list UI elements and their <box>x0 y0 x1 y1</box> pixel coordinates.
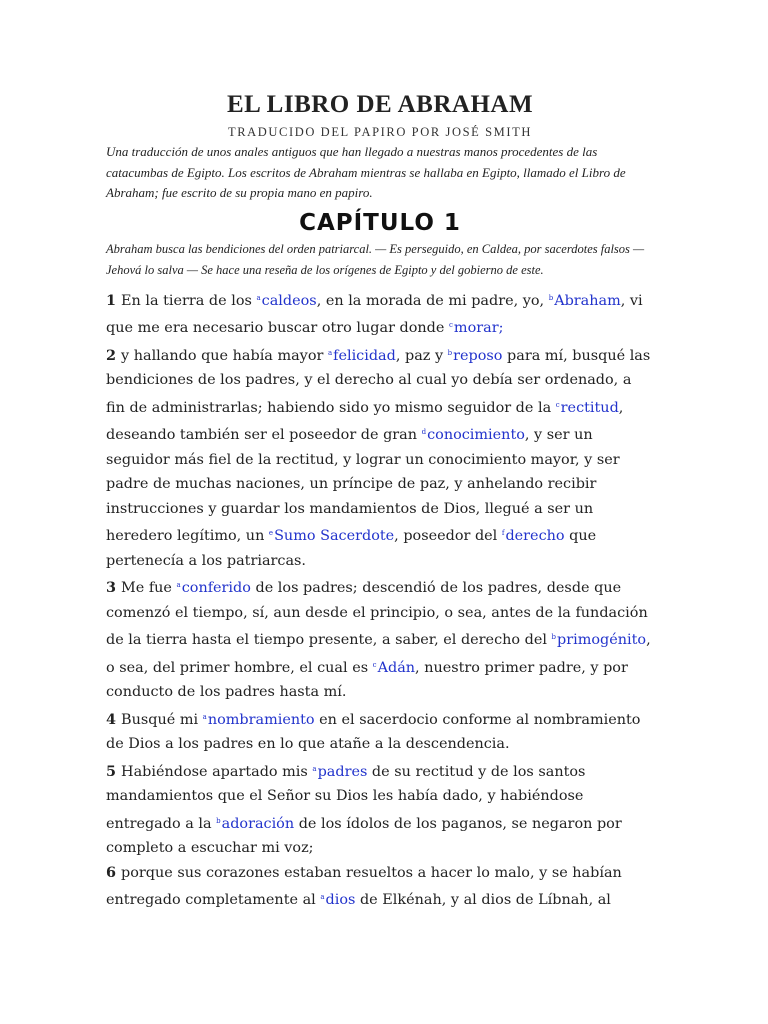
verse-text: , vi que me era necesario buscar otro lugar donde <box>106 292 643 336</box>
verse-list <box>106 286 654 913</box>
verse-number: 5 <box>106 762 117 780</box>
verse-text: , deseando también ser el poseedor de gran <box>106 399 624 443</box>
footnote-marker[interactable]: d <box>421 428 427 436</box>
verse-text: de su rectitud y de los santos mandamientos que el Señor su Dios les había dado, y habiéndose entregado a la <box>106 763 586 832</box>
book-title: EL LIBRO DE ABRAHAM <box>226 91 534 118</box>
verse-text: que pertenecía a los patriarcas. <box>106 528 597 569</box>
verse-text: de los ídolos de los paganos, se negaron por completo a escuchar mi voz; <box>106 815 622 856</box>
verse-number: 1 <box>106 291 117 309</box>
footnote-link[interactable]: Abraham <box>554 292 621 309</box>
verse-text: Me fue <box>121 580 177 596</box>
verse-number: 2 <box>106 346 117 364</box>
footnote-link[interactable]: morar; <box>453 320 504 336</box>
verse-text: en el sacerdocio conforme al nombramiento de Dios a los padres en lo que atañe a la descendencia. <box>106 711 641 752</box>
footnote-link[interactable]: felicidad <box>333 347 396 364</box>
verse-5 <box>106 757 654 861</box>
footnote-marker[interactable]: c <box>449 321 453 329</box>
verse-6 <box>106 861 654 913</box>
verse-3 <box>106 573 654 705</box>
footnote-marker[interactable]: c <box>555 400 560 409</box>
verse-text: , en la morada de mi padre, yo, <box>316 292 549 309</box>
footnote-marker[interactable]: f <box>501 529 505 537</box>
verse-text: , o sea, del primer hombre, el cual es <box>106 632 651 676</box>
verse-text: , poseedor del <box>394 528 502 544</box>
verse-text: y hallando que había mayor <box>121 347 328 364</box>
verse-4 <box>106 705 654 757</box>
verse-text: Busqué mi <box>121 711 203 728</box>
verse-number: 3 <box>106 579 117 596</box>
footnote-marker[interactable]: a <box>256 293 261 302</box>
footnote-link[interactable]: reposo <box>453 347 503 364</box>
chapter-title: CAPÍTULO 1 <box>299 209 461 236</box>
verse-number: 6 <box>106 863 117 881</box>
verse-text: de Elkénah, y al dios de Líbnah, al <box>355 892 611 908</box>
footnote-link[interactable]: conferido <box>181 580 251 596</box>
verse-text: porque sus corazones estaban resueltos a hacer lo malo, y se habían entregado completamente al <box>106 864 622 908</box>
footnote-marker[interactable]: a <box>176 581 181 589</box>
footnote-marker[interactable]: a <box>327 348 333 357</box>
verse-number: 4 <box>106 710 117 728</box>
footnote-marker[interactable]: b <box>216 816 221 825</box>
verse-2 <box>106 341 654 574</box>
footnote-link[interactable]: conocimiento <box>427 427 525 443</box>
footnote-link[interactable]: dios <box>325 892 356 908</box>
footnote-link[interactable]: caldeos <box>261 292 317 309</box>
chapter-summary: Abraham busca las bendiciones del orden patriarcal. — Es perseguido, en Caldea, por sacerdotes falsos — Jehová lo salva — Se hace una reseña de los orígenes de Egipto y del gobierno de este. <box>106 241 645 277</box>
intro-paragraph: Una traducción de unos anales antiguos que han llegado a nuestras manos procedentes de las catacumbas de Egipto. Los escritos de Abraham mientras se hallaba en Egipto, llamado el Libro de Abraham; fue escrito de su propia mano en papiro. <box>106 144 626 200</box>
footnote-link[interactable]: padres <box>317 763 368 780</box>
footnote-link[interactable]: rectitud <box>560 399 619 416</box>
footnote-link[interactable]: Sumo Sacerdote <box>274 528 395 544</box>
footnote-marker[interactable]: b <box>548 293 554 302</box>
footnote-marker[interactable]: c <box>372 660 377 669</box>
footnote-marker[interactable]: a <box>202 712 207 721</box>
verse-text: , paz y <box>395 347 448 364</box>
footnote-marker[interactable]: e <box>268 529 274 537</box>
footnote-link[interactable]: Adán <box>377 659 416 676</box>
verse-text: , y ser un seguidor más fiel de la rectitud, y lograr un conocimiento mayor, y ser padre de muchas naciones, un príncipe de paz, y anhelando recibir instrucciones y guardar los mandamientos de Dios, llegué a ser un heredero legítimo, un <box>106 427 620 544</box>
footnote-marker[interactable]: a <box>312 764 317 773</box>
verse-text: En la tierra de los <box>121 292 257 309</box>
verse-1 <box>106 286 654 341</box>
verse-text: , nuestro primer padre, y por conducto de los padres hasta mí. <box>106 659 628 700</box>
verse-text: de los padres; descendió de los padres, desde que comenzó el tiempo, sí, aun desde el principio, o sea, antes de la fundación de la tierra hasta el tiempo presente, a saber, el derecho del <box>106 580 648 648</box>
footnote-marker[interactable]: a <box>320 893 325 901</box>
footnote-link[interactable]: derecho <box>505 528 565 544</box>
footnote-marker[interactable]: b <box>551 633 557 641</box>
footnote-link[interactable]: nombramiento <box>207 711 315 728</box>
document-content <box>106 88 654 913</box>
footnote-marker[interactable]: b <box>447 348 453 357</box>
verse-text: Habiéndose apartado mis <box>121 763 313 780</box>
book-subtitle: TRADUCIDO DEL PAPIRO POR JOSÉ SMITH <box>227 125 533 139</box>
footnote-link[interactable]: primogénito <box>557 632 647 648</box>
footnote-link[interactable]: adoración <box>221 815 295 832</box>
verse-text: para mí, busqué las bendiciones de los padres, y el derecho al cual yo debía ser ordenado, a fin de administrarlas; habiendo sido yo mismo seguidor de la <box>106 347 651 416</box>
